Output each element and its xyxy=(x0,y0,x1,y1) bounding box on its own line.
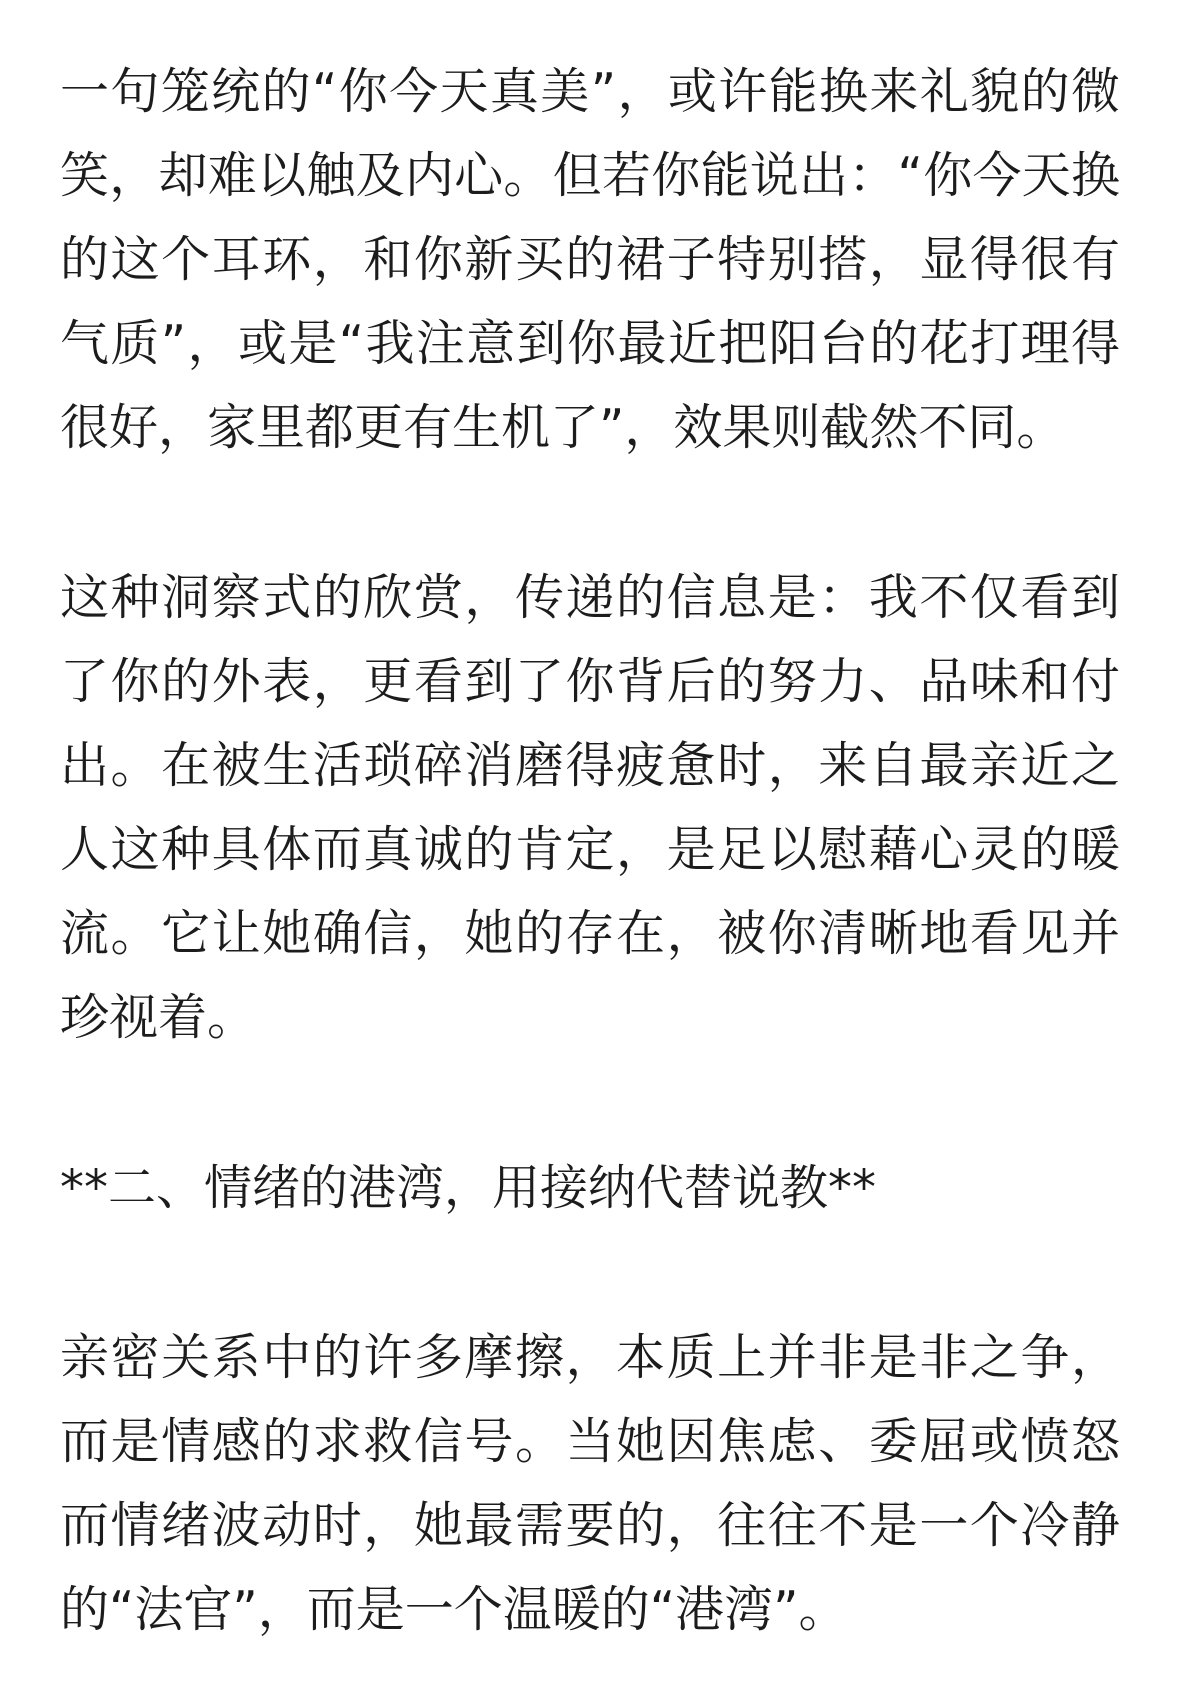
section-heading: **二、情绪的港湾，用接纳代替说教** xyxy=(60,1160,877,1216)
article-body xyxy=(60,50,1120,1652)
paragraph-specific-praise: 一句笼统的“你今天真美”，或许能换来礼貌的微笑，却难以触及内心。但若你能说出：“你今天换的这个耳环，和你新买的裙子特别搭，显得很有气质”，或是“我注意到你最近把阳台的花打理得很好，家里都更有生机了”，效果则截然不同。 xyxy=(60,63,1120,456)
paragraph-emotional-harbor: 亲密关系中的许多摩擦，本质上并非是非之争，而是情感的求救信号。当她因焦虑、委屈或愤怒而情绪波动时，她最需要的，往往不是一个冷静的“法官”，而是一个温暖的“港湾”。 xyxy=(60,1329,1120,1638)
paragraph-insightful-appreciation: 这种洞察式的欣赏，传递的信息是：我不仅看到了你的外表，更看到了你背后的努力、品味和付出。在被生活琐碎消磨得疲惫时，来自最亲近之人这种具体而真诚的肯定，是足以慰藉心灵的暖流。它让她确信，她的存在，被你清晰地看见并珍视着。 xyxy=(60,569,1120,1046)
